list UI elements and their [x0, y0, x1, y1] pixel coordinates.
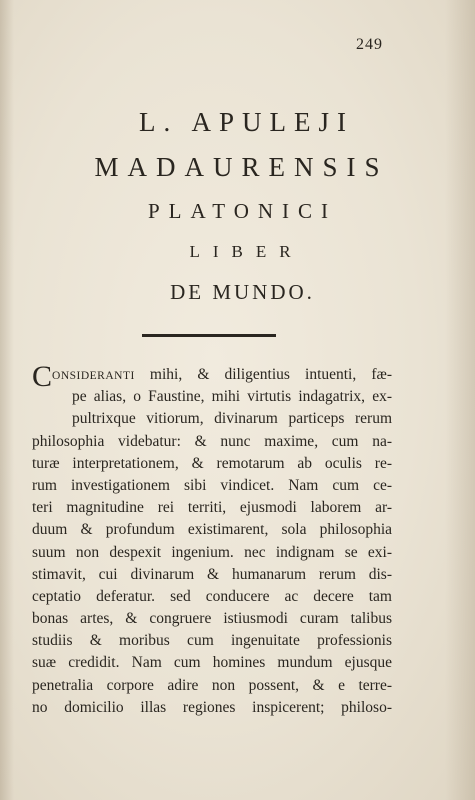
text-line: pultrixque vitiorum, divinarum particeps rerum [72, 410, 392, 428]
text-line: suum non despexit ingenium. nec indignam se exi- [32, 543, 392, 561]
text-line: bonas artes, & congruere istiusmodi curam talibus [32, 610, 392, 628]
title-author: L. APULEJI [139, 107, 354, 137]
title-block [0, 100, 475, 312]
text-line: duum & profundum existimarent, sola philosophia [32, 521, 392, 539]
title-school: PLATONICI [147, 199, 338, 223]
drop-cap: C [32, 360, 53, 393]
title-origin: MADAURENSIS [94, 152, 389, 182]
text-line: studiis & moribus cum ingenuitate professionis [32, 632, 392, 650]
title-rule [142, 334, 276, 337]
text-line: penetralia corpore adire non possent, & e terre- [32, 676, 392, 694]
text-line: pe alias, o Faustine, mihi virtutis indagatrix, ex- [72, 388, 392, 406]
text-line: philosophia videbatur: & nunc maxime, cum na- [32, 432, 392, 450]
text-line [32, 364, 392, 386]
text-line: teri magnitudine rei territi, ejusmodi laborem ar- [32, 499, 392, 517]
first-line-text: mihi, & diligentius intuenti, fæ- [134, 366, 392, 383]
text-line: stimavit, cui divinarum & humanarum rerum dis- [32, 565, 392, 583]
text-line: ceptatio deferatur. sed conducere ac decere tam [32, 587, 392, 605]
text-line: turæ interpretationem, & remotarum ab oculis re- [32, 454, 392, 472]
text-line: no domicilio illas regiones inspicerent; philoso- [32, 698, 392, 716]
title-liber: LIBER [189, 242, 304, 261]
text-line: suæ credidit. Nam cum homines mundum ejusque [32, 654, 392, 672]
page-number: 249 [356, 36, 383, 53]
title-work: DE MUNDO. [170, 280, 315, 304]
text-line: rum investigationem sibi vindicet. Nam cum ce- [32, 476, 392, 494]
first-word-smallcaps: ONSIDERANTI [52, 370, 135, 382]
body-text [32, 360, 392, 719]
